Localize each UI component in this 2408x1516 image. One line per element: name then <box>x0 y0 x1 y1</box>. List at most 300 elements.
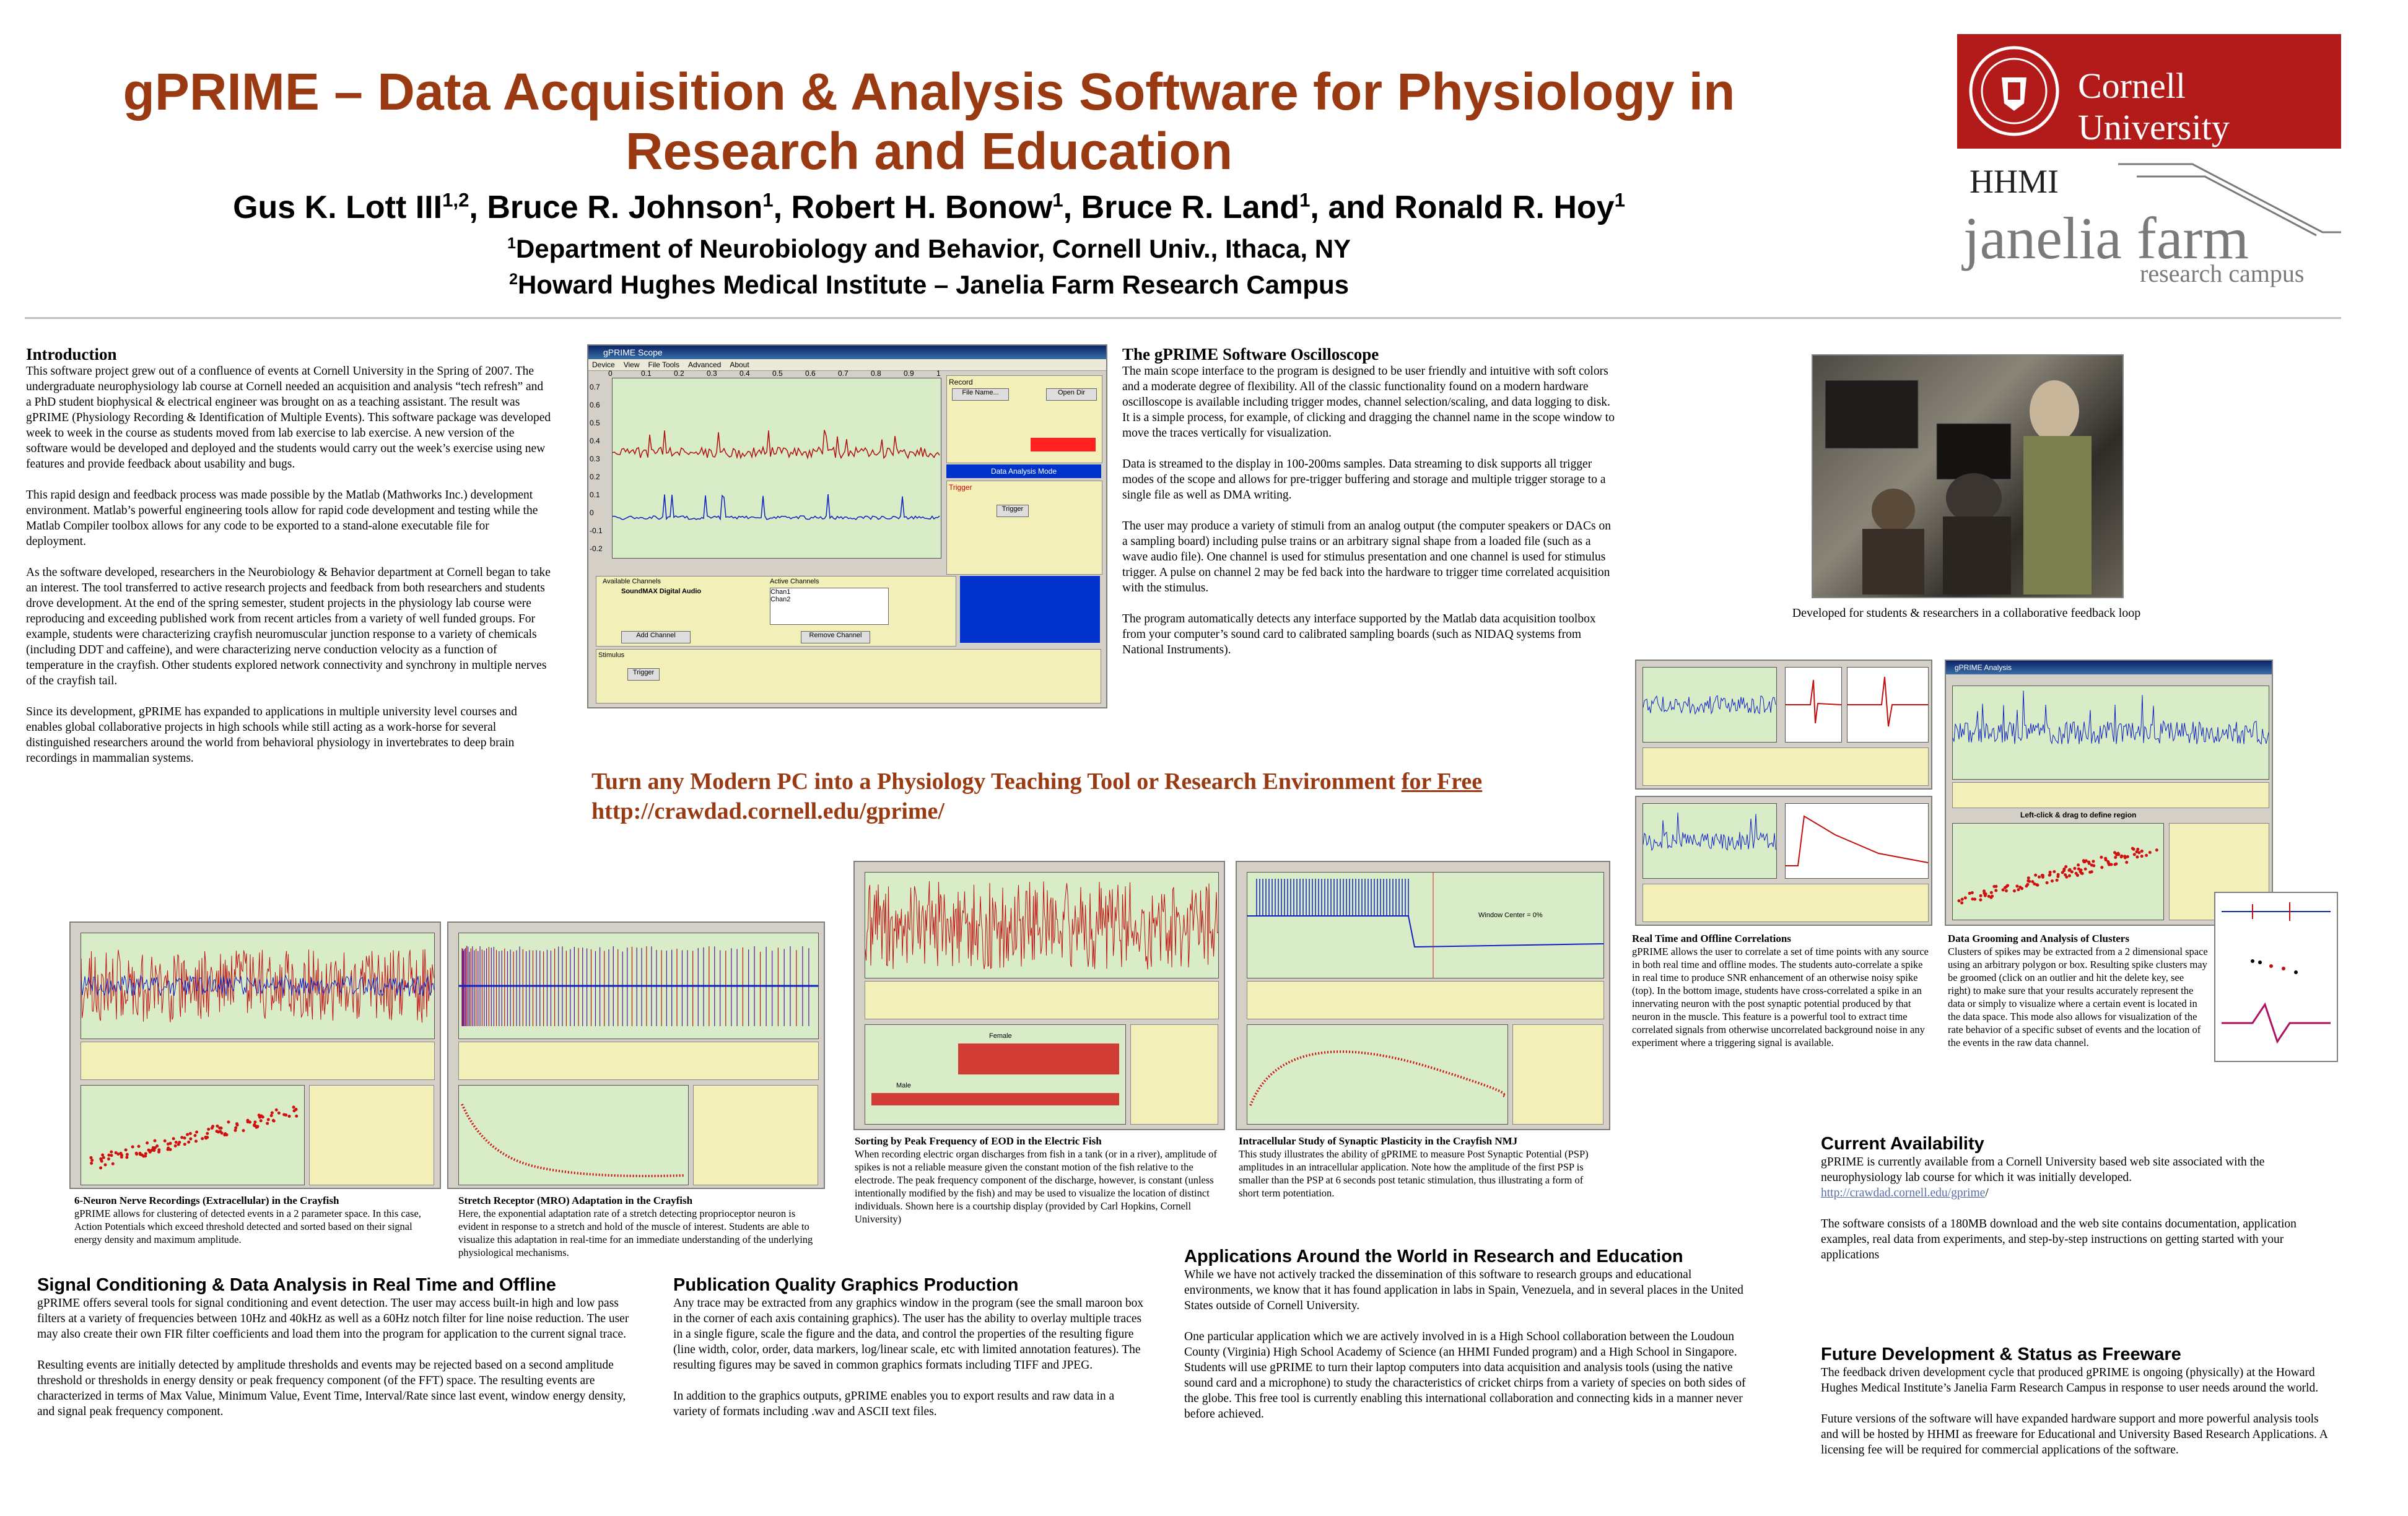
author-affiliation: 1 <box>1614 189 1625 211</box>
lab-photo <box>1812 354 2124 598</box>
scatter-point <box>89 1156 92 1159</box>
future-section <box>1821 1344 2329 1473</box>
psp-amplitude-plot <box>1247 1024 1508 1125</box>
author-name: Robert H. Bonow <box>791 190 1053 225</box>
scatter-point <box>110 1154 113 1157</box>
download-link[interactable]: http://crawdad.cornell.edu/gprime <box>1821 1187 1986 1200</box>
drag-hint: Left-click & drag to define region <box>2020 811 2137 819</box>
scatter-point <box>2027 876 2030 879</box>
scatter-point <box>2135 855 2139 858</box>
scatter-point <box>2133 853 2136 856</box>
scatter-point <box>135 1152 138 1156</box>
trace-line <box>613 494 940 520</box>
scatter-point <box>220 1131 224 1135</box>
scatter-point <box>1968 892 1971 895</box>
nmj-trace <box>1247 873 1603 978</box>
trigger-button[interactable]: Trigger <box>997 505 1029 517</box>
correlation-plot <box>1785 667 1842 743</box>
scatter-point <box>2013 889 2016 892</box>
window-title: gPRIME Scope <box>603 347 663 357</box>
record-panel <box>946 375 1102 463</box>
caption-title: 6-Neuron Nerve Recordings (Extracellular) in the Crayfish <box>74 1195 339 1206</box>
scatter-point <box>1961 898 1964 901</box>
menu-item[interactable]: File Tools <box>648 360 679 369</box>
scatter-point <box>2148 851 2152 854</box>
author-name: Bruce R. Johnson <box>487 190 763 225</box>
scope-plot <box>612 378 941 559</box>
scatter-point <box>2109 863 2113 866</box>
affiliation-text: Department of Neurobiology and Behavior, Cornell Univ., Ithaca, NY <box>515 234 1351 263</box>
stimulus-label: Stimulus <box>598 651 625 659</box>
y-tick-label: 0.2 <box>590 473 600 481</box>
scatter-point <box>2015 884 2018 887</box>
caption-title: Data Grooming and Analysis of Clusters <box>1948 933 2129 944</box>
scatter-point <box>154 1139 157 1142</box>
scatter-point <box>2126 855 2129 858</box>
author-name: Bruce R. Land <box>1081 190 1300 225</box>
scatter-point <box>1992 885 1996 888</box>
scatter-point <box>2056 879 2059 882</box>
paragraph: Any trace may be extracted from any graphics window in the program (see the small maroon box in the corner of each axis containing graphics). The user has the ability to overlay multiple traces in a single figure, scale the figure and the data, and control the properties of the resulting figure (line width, color, order, data markers, log/linear scale, etc with limited annotation features). The resulting figures may be saved in common graphics formats including TIFF and JPEG. <box>673 1297 1144 1372</box>
scatter-point <box>189 1137 192 1140</box>
paragraph: The program automatically detects any interface supported by the Matlab data acquisition toolbox from your computer’s sound card to calibrated sampling boards (such as NIDAQ systems from National Instruments). <box>1122 612 1596 656</box>
audio-device-label: SoundMAX Digital Audio <box>621 588 702 595</box>
file-name-button[interactable]: File Name... <box>952 388 1009 401</box>
eod-trace-plot <box>865 872 1219 978</box>
paragraph: Data is streamed to the display in 100-200ms samples. Data streaming to disk supports all trigger modes of the scope and allows for pre-trigger buffering and storage and multiple trigger storage to a single file as well as DMA writing. <box>1122 458 1606 502</box>
section-heading: Future Development & Status as Freeware <box>1821 1344 2181 1364</box>
controls-panel <box>1952 782 2269 808</box>
channel-settings-panel <box>960 576 1100 643</box>
scatter-point <box>2033 882 2036 886</box>
scatter-point <box>2125 861 2128 864</box>
trace-line <box>1643 812 1776 850</box>
y-tick-label: -0.2 <box>590 544 603 553</box>
scatter-point <box>2132 848 2135 851</box>
paragraph: The software consists of a 180MB download and the web site contains documentation, application examples, real data from experiments, and step-by-step instructions on getting started with your applications <box>1821 1218 2297 1261</box>
affiliation-number: 1 <box>507 235 516 252</box>
trigger-label: Trigger <box>949 483 972 492</box>
scatter-point <box>152 1149 155 1152</box>
paragraph: This rapid design and feedback process was made possible by the Matlab (Mathworks Inc.) development environment. Matlab’s powerful engineering tools allow for rapid code development and testing while the Matlab Compiler toolbox allows for any code to be exported to a stand-alone executable file for deployment. <box>26 489 538 548</box>
menu-item[interactable]: View <box>623 360 640 369</box>
scatter-point <box>2135 850 2139 853</box>
section-heading: Applications Around the World in Research and Education <box>1184 1247 1683 1266</box>
scatter-point <box>175 1141 178 1144</box>
scatter-point <box>260 1119 263 1122</box>
scatter-point <box>102 1156 105 1159</box>
scatter-point <box>155 1144 159 1148</box>
section-heading: Publication Quality Graphics Production <box>673 1275 1019 1295</box>
scatter-point <box>2064 865 2067 868</box>
figure-caption-nerve <box>74 1194 440 1246</box>
list-item[interactable]: Chan2 <box>770 596 791 603</box>
scatter-point <box>90 1162 93 1165</box>
scatter-point <box>242 1129 245 1132</box>
author-name: Gus K. Lott III <box>233 190 443 225</box>
y-tick-label: 0.1 <box>590 490 600 499</box>
scatter-point <box>186 1133 189 1136</box>
section-heading: The gPRIME Software Oscilloscope <box>1122 345 1379 364</box>
scatter-point <box>258 1116 261 1119</box>
applications-section <box>1184 1249 1748 1437</box>
author-list: Gus K. Lott III$^{1,2}$, Bruce R. Johnson$^1$, Robert H. Bonow$^1$, Bruce R. Land$^1$, and Ronald R. Hoy$^1$ <box>233 189 1625 225</box>
scatter-point <box>295 1115 298 1118</box>
active-channels-list[interactable] <box>770 588 889 625</box>
scatter-point <box>2062 869 2066 872</box>
controls-panel <box>458 1042 819 1080</box>
scatter-point <box>2100 866 2103 869</box>
scatter-point <box>2140 855 2144 858</box>
cluster-screenshot <box>1945 660 2273 926</box>
scatter-point <box>2073 867 2076 870</box>
scatter-point <box>194 1139 198 1143</box>
scatter-point <box>180 1136 183 1139</box>
janelia-subtitle: research campus <box>2140 259 2305 287</box>
scatter-point <box>282 1113 286 1116</box>
scatter-point <box>2100 856 2103 859</box>
author-affiliation: 1,2 <box>442 189 469 211</box>
paragraph: While we have not actively tracked the dissemination of this software to research groups and educational environments, we know that it has found application in labs in Spain, Venezuela, and in several places in the United States outside of Cornell University. <box>1184 1268 1743 1312</box>
header-divider <box>25 317 2341 319</box>
scatter-point <box>234 1129 237 1132</box>
section-heading: Current Availability <box>1821 1134 1984 1154</box>
paragraph: Resulting events are initially detected by amplitude thresholds and events may be rejected based on a second amplitude threshold or thresholds in energy density or peak frequency component (of the FFT) space. The resulting events are characterized in terms of Max Value, Minimum Value, Event Time, Interval/Rate since last event, window energy density, and signal peak frequency component. <box>37 1359 626 1418</box>
scatter-point <box>223 1133 226 1136</box>
scatter-point <box>120 1156 123 1159</box>
caption-text: When recording electric organ discharges from fish in a tank (or in a river), amplitude of spikes is not a reliable measure given the constant motion of the fish relative to the electrode. The peak frequency component of the discharge, however, is constant (unless intentionally modified by the fish) and may be used to visualize the location of distinct individuals. Shown here is a courtship display (provided by Carl Hopkins, Cornell University) <box>855 1148 1217 1225</box>
caption-title: Intracellular Study of Synaptic Plasticity in the Crayfish NMJ <box>1239 1135 1518 1147</box>
stimulus-trigger-button[interactable]: Trigger <box>627 668 660 681</box>
scatter-point <box>194 1134 197 1137</box>
scatter-point <box>2155 848 2158 852</box>
scatter-point <box>178 1141 181 1144</box>
scope-window-screenshot <box>587 344 1107 708</box>
x-tick-label: 0.5 <box>772 369 783 378</box>
scatter-point <box>1971 897 1974 900</box>
scatter-point <box>2017 888 2020 891</box>
scatter-point <box>120 1152 123 1155</box>
scatter-point <box>2140 850 2144 853</box>
raw-trace <box>1953 686 2269 779</box>
scatter-point <box>146 1141 149 1144</box>
scatter-point <box>211 1126 214 1130</box>
scatter-point <box>2020 887 2023 890</box>
open-dir-button[interactable]: Open Dir <box>1046 388 1097 401</box>
y-tick-label: 0.7 <box>590 383 600 391</box>
remove-channel-button[interactable]: Remove Channel <box>801 631 870 643</box>
scatter-point <box>2068 868 2071 871</box>
link-tail: / <box>1985 1187 1989 1200</box>
scatter-point <box>2083 860 2087 863</box>
scatter-point <box>2026 883 2029 886</box>
scatter-point <box>2077 863 2080 866</box>
paragraph: gPRIME offers several tools for signal conditioning and event detection. The user may access built-in high and low pass filters at a variety of frequencies between 10Hz and 40kHz as well as a 60Hz notch filter for line noise reduction. The user may also create their own FIR filter coefficients and load them into the program for application to the current signal trace. <box>37 1297 629 1341</box>
scatter-point <box>2105 858 2108 861</box>
scatter-point <box>234 1126 237 1130</box>
add-channel-button[interactable]: Add Channel <box>621 631 691 643</box>
stretch-trace-plot <box>458 933 819 1039</box>
caption-title: Sorting by Peak Frequency of EOD in the Electric Fish <box>855 1135 1102 1147</box>
scatter-point <box>2076 874 2079 877</box>
y-tick-label: -0.1 <box>590 526 603 535</box>
window-center-label: Window Center = 0% <box>1478 912 1543 919</box>
cluster-plot <box>1952 823 2164 920</box>
promo-url[interactable]: http://crawdad.cornell.edu/gprime/ <box>591 798 944 824</box>
correlation-screenshot-bottom <box>1635 796 1932 926</box>
cluster-scatter <box>1953 824 2163 920</box>
scatter-point <box>216 1125 219 1128</box>
caption-title: Stretch Receptor (MRO) Adaptation in the Crayfish <box>458 1195 693 1206</box>
menu-item[interactable]: Device <box>592 360 615 369</box>
scatter-point <box>272 1119 275 1122</box>
scatter-point <box>206 1132 209 1135</box>
publication-section <box>673 1275 1144 1435</box>
scatter-point <box>2065 876 2068 879</box>
oscilloscope-section <box>1122 347 1618 673</box>
scatter-point <box>115 1151 118 1154</box>
affiliation-text: Howard Hughes Medical Institute – Janelia Farm Research Campus <box>517 270 1350 299</box>
x-tick-label: 0.9 <box>904 369 914 378</box>
psp-trace <box>1786 804 1928 878</box>
scatter-point <box>1958 899 1961 902</box>
trigger-panel <box>946 481 1102 575</box>
nmj-trace-plot <box>1247 872 1604 978</box>
scatter-point <box>2005 889 2008 892</box>
x-tick-label: 0.4 <box>739 369 750 378</box>
scatter-point <box>144 1152 147 1155</box>
scatter-point <box>2041 876 2044 879</box>
paragraph: Future versions of the software will have expanded hardware support and more powerful analysis tools and will be hosted by HHMI as freeware for Educational and University Based Research Applications. A licensing fee will be required for commercial applications of the software. <box>1821 1413 2327 1457</box>
male-label: Male <box>896 1082 911 1089</box>
scope-y-ticks <box>590 378 611 557</box>
scatter-point <box>277 1112 281 1115</box>
hhmi-wordmark: HHMI <box>1970 163 2059 200</box>
scatter-point <box>2088 862 2091 865</box>
window-titlebar <box>588 346 1106 359</box>
caption-text: gPRIME allows for clustering of detected events in a 2 parameter space. In this case, Action Potentials which exceed threshold detected and sorted based on their signal energy density and maximum amplitude. <box>74 1208 421 1245</box>
adaptation-curve <box>459 1086 688 1185</box>
scatter-point <box>139 1153 142 1156</box>
x-tick-label: 0.8 <box>871 369 881 378</box>
author-affiliation: 1 <box>1052 189 1063 211</box>
cornell-logo <box>1957 34 2341 149</box>
x-tick-label: 0 <box>608 369 613 378</box>
scatter-point <box>220 1126 223 1130</box>
paragraph: As the software developed, researchers in the Neurobiology & Behavior department at Cornell began to take an interest. The tool transferred to active research projects and feedback from both researchers and students drove development. At the end of the spring semester, student projects in the physiology lab course were reproducing and exceeding published work from recent articles from a variety of well funded groups. For example, students were characterizing crayfish neuromuscular junction response to a variety of chemicals (including DDT and caffeine), and were characterizing nerve conduction velocity as a function of temperature in the crayfish. Other students explored network connectivity and synchrony in multiple nerves of the crayfish tail. <box>26 566 551 687</box>
spike-plot <box>1847 667 1929 743</box>
female-label: Female <box>989 1032 1012 1040</box>
nerve-trace-plot <box>81 933 435 1039</box>
section-heading: Signal Conditioning & Data Analysis in Real Time and Offline <box>37 1275 556 1295</box>
promo-banner <box>591 767 1644 826</box>
histogram-panel <box>309 1085 434 1185</box>
trace-line <box>865 881 1218 969</box>
scatter-point <box>107 1157 110 1161</box>
scatter-point <box>227 1120 230 1123</box>
x-tick-label: 0.2 <box>674 369 684 378</box>
signal-conditioning-section <box>37 1275 641 1435</box>
window-titlebar <box>1946 661 2272 674</box>
paragraph <box>1821 1154 2329 1201</box>
scatter-point <box>1960 901 1963 904</box>
scatter-point <box>2034 874 2037 877</box>
list-item[interactable]: Chan1 <box>770 588 791 596</box>
promo-text: Turn any Modern PC into a Physiology Teaching Tool or Research Environment <box>591 769 1402 795</box>
trace-plot <box>1642 667 1777 743</box>
trace-line <box>1643 695 1776 713</box>
scatter-point <box>2114 863 2118 866</box>
scope-trace-canvas <box>613 378 941 558</box>
frequency-plot <box>865 1024 1126 1125</box>
adaptation-plot <box>458 1085 689 1185</box>
scatter-point <box>2114 856 2117 859</box>
scatter-point <box>275 1109 278 1112</box>
window-title: gPRIME Analysis <box>1955 663 2012 672</box>
x-tick-label: 0.3 <box>707 369 717 378</box>
caption-title: Real Time and Offline Correlations <box>1632 933 1791 944</box>
scatter-point <box>253 1120 256 1123</box>
author-name: Ronald R. Hoy <box>1394 190 1615 225</box>
y-tick-label: 0.4 <box>590 437 600 445</box>
figure-caption-stretch <box>458 1194 814 1259</box>
x-tick-label: 0.6 <box>805 369 816 378</box>
y-tick-label: 0.6 <box>590 401 600 409</box>
x-tick-label: 0.1 <box>641 369 652 378</box>
scatter-point <box>1994 889 1997 892</box>
trace-line <box>613 430 940 458</box>
histogram-panel <box>1130 1024 1218 1125</box>
correlation-screenshot-top <box>1635 660 1932 790</box>
scatter-point <box>1964 896 1967 899</box>
scatter-point <box>215 1130 218 1133</box>
paragraph: In addition to the graphics outputs, gPRIME enables you to export results and raw data in a variety of formats including .wav and ASCII text files. <box>673 1390 1115 1418</box>
controls-panel <box>1642 747 1929 786</box>
scatter-point <box>2145 854 2148 857</box>
spike-trace <box>1847 668 1928 742</box>
availability-text: gPRIME is currently available from a Cornell University based web site associated with the neurophysiology lab course for which it was initially developed. <box>1821 1156 2265 1184</box>
stretch-trace <box>459 933 818 1039</box>
figure-caption-clusters <box>1948 932 2208 1049</box>
scatter-point <box>2090 870 2093 873</box>
scatter-point <box>183 1136 186 1139</box>
scatter-point <box>99 1166 102 1169</box>
scatter-point <box>195 1131 198 1134</box>
scatter-point <box>1979 894 1983 897</box>
scatter-point <box>2038 876 2041 879</box>
scatter-point <box>270 1114 273 1117</box>
nerve-screenshot <box>69 921 441 1189</box>
trace-line <box>1953 690 2269 744</box>
stimulus-panel <box>596 649 1101 704</box>
figure-caption-eod <box>855 1135 1223 1226</box>
photo-caption: Developed for students & researchers in a collaborative feedback loop <box>1792 606 2141 620</box>
scatter-point <box>2115 853 2118 856</box>
scatter-point <box>142 1155 145 1158</box>
scatter-point <box>2120 855 2123 858</box>
scatter-point <box>2051 879 2054 882</box>
cornell-wordmark: Cornell University <box>2078 66 2230 147</box>
controls-panel <box>1642 884 1929 922</box>
janelia-wordmark: janelia farm <box>1963 205 2249 271</box>
promo-free: for Free <box>1401 769 1483 795</box>
nerve-trace <box>81 933 434 1039</box>
scatter-point <box>131 1145 134 1148</box>
caption-text: gPRIME allows the user to correlate a set of time points with any source in both real time and offline modes. The students auto-correlate a spike in real time to produce SNR enhancement of an otherwise noisy spike (top). In the bottom image, students have cross-correlated a spike in an innervating neuron with the post synaptic potential produced by that neuron in the muscle. This feature is a powerful tool to extract time correlated signals from otherwise uncorrelated background noise in any experiment where a triggering signal is available. <box>1632 946 1929 1048</box>
scatter-point <box>295 1108 298 1111</box>
affiliation-2 <box>93 270 1765 300</box>
author-affiliation: 1 <box>1299 189 1311 211</box>
scatter-point <box>126 1153 129 1156</box>
paragraph: Since its development, gPRIME has expanded to applications in multiple university level courses and enables global collaborative projects in high schools while still acting as a work-horse for several distinguished researchers around the world from behavioral physiology in invertebrates to deep brain recordings in mammalian systems. <box>26 705 517 765</box>
psp-amplitude-trace <box>1247 1025 1507 1124</box>
menu-item[interactable]: About <box>730 360 749 369</box>
raw-trace-plot <box>1952 686 2269 780</box>
available-channels-label: Available Channels <box>603 578 661 585</box>
scatter-point <box>271 1111 274 1114</box>
caption-text: Here, the exponential adaptation rate of a stretch detecting proprioceptor neuron is evident in response to a stretch and hold of the muscle of interest. Students are able to visualize this adaptation in real-time for an immediate understanding of the underlying physiological mechanisms. <box>458 1208 813 1258</box>
scatter-point <box>187 1141 190 1144</box>
scatter-point <box>288 1115 291 1118</box>
scatter-point <box>147 1149 150 1152</box>
author-affiliation: 1 <box>762 189 774 211</box>
menu-item[interactable]: Advanced <box>687 360 722 369</box>
scatter-point <box>2077 868 2080 871</box>
scatter-point <box>1990 891 1993 894</box>
scatter-point <box>2123 855 2126 858</box>
paragraph: One particular application which we are actively involved in is a High School collaboration between the Loudoun County (Virginia) High School Academy of Science (an HHMI Funded program) and a High School in Singapore. Students will use gPRIME to turn their laptop computers into data acquisition and analysis tools (using the native sound card and a microphone) to study the characteristics of cricket chirps from a variety of species on both sides of the globe. This free tool is currently enabling this international collaboration and connecting kids in a manner never before achieved. <box>1184 1330 1746 1421</box>
scatter-point <box>201 1137 204 1140</box>
figure-caption-nmj <box>1239 1135 1598 1200</box>
scatter-point <box>172 1137 175 1140</box>
eod-trace <box>865 873 1218 978</box>
scatter-point <box>111 1162 115 1165</box>
scatter-point <box>100 1160 103 1163</box>
paragraph: The main scope interface to the program is designed to be user friendly and intuitive with soft colors and a moderate degree of flexibility. All of the classic functionality found on a modern hardware oscilloscope is available including trigger modes, channel selection/scaling, and data logging to disk. It is a simple process, for example, of clicking and dragging the channel name in the scope window to move the traces vertically for visualization. <box>1122 365 1615 440</box>
section-heading: Introduction <box>26 345 117 364</box>
scatter-point <box>2026 879 2030 882</box>
nerve-cluster-plot <box>81 1085 305 1185</box>
x-tick-label: 1 <box>936 369 941 378</box>
scatter-point <box>1979 899 1982 902</box>
scatter-point <box>1987 895 1991 898</box>
scatter-point <box>183 1143 186 1146</box>
scatter-point <box>174 1144 177 1148</box>
scatter-point <box>236 1123 239 1126</box>
introduction-section <box>26 347 551 782</box>
affiliation-1 <box>93 234 1765 264</box>
availability-section <box>1821 1136 2329 1278</box>
nerve-scatter <box>81 1086 304 1185</box>
scatter-point <box>2056 875 2059 878</box>
record-label: Record <box>949 378 973 386</box>
noise-trace <box>1643 804 1776 878</box>
caption-text: Clusters of spikes may be extracted from a 2 dimensional space using an arbitrary polygon or box. Resulting spike clusters may be groomed (click on an outlier and hit the delete key, see right) to make sure that your results accurately represent the data or simply to visualize where a certain event is located in the data space. This mode also allows for visualization of the rate behavior of a specific subset of events and the location of the events in the raw data channel. <box>1948 946 2208 1048</box>
paragraph: The feedback driven development cycle that produced gPRIME is ongoing (physically) at the Howard Hughes Medical Institute’s Janelia Farm Research Campus in response to user needs around the world. <box>1821 1366 2319 1395</box>
histogram-panel <box>1512 1024 1603 1125</box>
caption-text: This study illustrates the ability of gPRIME to measure Post Synaptic Potential (PSP) amplitudes in an intracellular application. Note how the amplitude of the first PSP is smaller than the PSP at 6 seconds post tetanic stimulation, thus illustrating a form of short term potentiation. <box>1239 1148 1589 1199</box>
paragraph: The user may produce a variety of stimuli from an analog output (the computer speakers or DACs on a sampling board) including pulse trains or an arbitrary signal shape from a loaded file (such as a wave audio file). One channel is used for stimulus presentation and one channel is used for stimulus trigger. A pulse on channel 2 may be fed back into the hardware to trigger time correlated acquisition with the stimulus. <box>1122 520 1611 595</box>
scatter-point <box>2049 871 2052 874</box>
scatter-point <box>167 1143 170 1146</box>
scatter-point <box>137 1145 141 1148</box>
scatter-point <box>266 1122 269 1125</box>
scatter-point <box>2084 868 2087 871</box>
x-tick-label: 0.7 <box>838 369 848 378</box>
controls-panel <box>1247 981 1604 1019</box>
scatter-point <box>189 1132 192 1135</box>
scatter-point <box>90 1159 94 1162</box>
